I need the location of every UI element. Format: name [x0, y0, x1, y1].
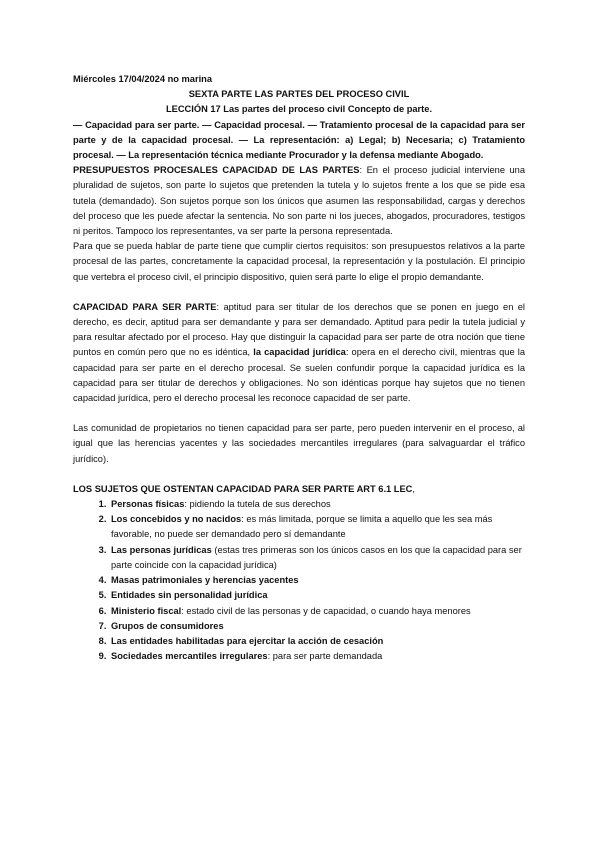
- list-item: [109, 619, 525, 634]
- presupuestos-text: : En el proceso judicial interviene una pluralidad de sujetos, son parte lo sujetos que pretenden la tutela y lo sujetos frente a los que se pide esa tutela (demandado). Son sujetos porque son los únicos que asumen las responsabilidad, cargas y derechos del proceso que les puede afectar la sentencia. No son parte ni los jueces, abogados, procuradores, testigos ni peritos. Tampoco los representantes, va ser parte la persona representada.: [73, 165, 525, 237]
- list-item: [109, 649, 525, 664]
- capacidad-paragraph: [73, 300, 525, 406]
- list-item-desc: : pidiendo la tutela de sus derechos: [184, 499, 331, 510]
- list-item-term: Grupos de consumidores: [111, 620, 224, 631]
- list-item: [109, 512, 525, 542]
- list-item: [109, 497, 525, 512]
- list-item-term: Las personas jurídicas: [111, 544, 212, 555]
- sujetos-list: [73, 497, 525, 664]
- part-title: SEXTA PARTE LAS PARTES DEL PROCESO CIVIL: [188, 89, 410, 100]
- list-item-term: Sociedades mercantiles irregulares: [111, 651, 268, 662]
- list-item-term: Los concebidos y no nacidos: [111, 514, 242, 525]
- list-item-term: Masas patrimoniales y herencias yacentes: [111, 575, 299, 586]
- capacidad-juridica-term: la capacidad jurídica: [253, 347, 346, 358]
- list-item-term: Ministerio fiscal: [111, 605, 182, 616]
- list-item: [109, 543, 525, 573]
- presupuestos-heading: PRESUPUESTOS PROCESALES CAPACIDAD DE LAS PARTES: [73, 165, 360, 176]
- list-item-desc: : es más limitada, porque se limita a aquello que les sea más favorable, no puede ser demandado pero sí demandante: [111, 514, 493, 540]
- list-item-desc: : para ser parte demandada: [267, 651, 383, 662]
- list-item: [109, 573, 525, 588]
- document-page: [73, 70, 525, 664]
- list-item-desc: : estado civil de las personas y de capacidad, o cuando haya menores: [181, 605, 471, 616]
- list-item: [109, 604, 525, 619]
- capacidad-heading: CAPACIDAD PARA SER PARTE: [73, 301, 217, 312]
- list-item-term: Entidades sin personalidad jurídica: [111, 590, 268, 601]
- comunidad-paragraph: Las comunidad de propietarios no tienen capacidad para ser parte, pero pueden intervenir en el proceso, al igual que las herencias yacentes y las sociedades mercantiles irregulares (para salvaguardar el tráfico jurídico).: [73, 423, 525, 464]
- capacidad-text-b: : opera en el derecho civil, mientras que la capacidad para ser parte en el derecho procesal. Se suelen confundir porque la capacidad jurídica es la capacidad para ser titular de derechos y obligaciones. No son idénticas porque hay sujetos que no tienen capacidad jurídica, pero el derecho procesal les reconoce capacidad de ser parte.: [73, 347, 525, 404]
- capacidad-text-a: : aptitud para ser titular de los derechos que se ponen en juego en el derecho, es decir, aptitud para ser demandante y para ser demandado. Aptitud para pedir la tutela judicial y para resultar afectado por el proceso. Hay que distinguir la capacidad para ser parte de otra noción que tiene puntos en común pero que no es idéntica,: [73, 301, 525, 358]
- list-item-term: Personas físicas: [111, 499, 185, 510]
- date-line: Miércoles 17/04/2024 no marina: [73, 74, 213, 84]
- lesson-title: LECCIÓN 17 Las partes del proceso civil Concepto de parte.: [165, 104, 433, 115]
- list-item: [109, 588, 525, 603]
- list-item: [109, 634, 525, 649]
- presupuestos-paragraph: [73, 163, 525, 239]
- list-item-desc: (estas tres primeras son los únicos casos en los que la capacidad para ser parte coincide con la capacidad jurídica): [111, 544, 522, 570]
- sujetos-heading-line: [73, 482, 525, 497]
- list-item-term: Las entidades habilitadas para ejercitar la acción de cesación: [111, 635, 384, 646]
- sujetos-heading-suffix: ,: [412, 483, 415, 494]
- requisitos-paragraph: Para que se pueda hablar de parte tiene que cumplir ciertos requisitos: son presupuestos relativos a la parte procesal de las partes, concretamente la capacidad procesal, la representación y la postulación. El principio que vertebra el proceso civil, el principio dispositivo, quien será parte lo elige el propio demandante.: [73, 241, 525, 282]
- lesson-summary: — Capacidad para ser parte. — Capacidad procesal. — Tratamiento procesal de la capacidad para ser parte y de la capacidad procesal. — La representación: a) Legal; b) Necesaria; c) Tratamiento procesal. — La representación técnica mediante Procurador y la defensa mediante Abogado.: [73, 119, 525, 161]
- sujetos-heading: LOS SUJETOS QUE OSTENTAN CAPACIDAD PARA SER PARTE ART 6.1 LEC: [73, 483, 413, 494]
